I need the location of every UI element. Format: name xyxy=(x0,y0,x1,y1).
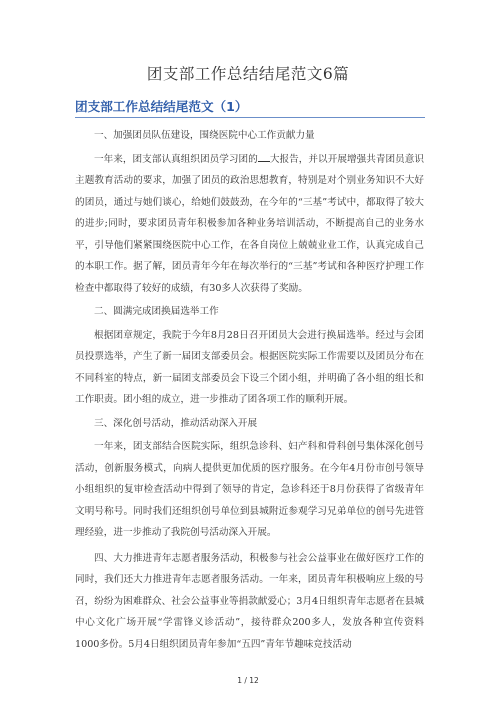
section-title: 团支部工作总结结尾范文（1） xyxy=(75,96,425,118)
heading-3: 三、深化创号活动，推动活动深入开展 xyxy=(94,417,258,429)
heading-2: 二、圆满完成团换届选举工作 xyxy=(94,306,219,317)
paragraph-2: 根据团章规定，我院于今年8月28日召开团员大会进行换届选举。经过与会团员投票选举，产生了新一届团支部委员会。根据医院实际工作需要以及团员分布在不同科室的特点，新一届团支部委员会下设三个团小组，并明确了各小组的组长和工作职责。团小组的成立，进一步推动了团各项工作的顺利开展。 xyxy=(75,329,424,405)
paragraph-4: 四、大力推进青年志愿者服务活动，积极参与社会公益事业在做好医疗工作的同时，我们还大力推进青年志愿者服务活动。一年来，团员青年积极响应上级的号召，纷纷为困难群众、社会公益事业等捐款献爱心；3月4日组织青年志愿者在县城中心文化广场开展“学雷锋义诊活动”，接待群众200多人，发放各种宣传资料1000多份。5月4日组织团员青年参加“五四”青年节趣味竞技活动 xyxy=(75,552,424,650)
heading-1: 一、加强团员队伍建设，围绕医院中心工作贡献力量 xyxy=(94,130,315,141)
paragraph-1-part-b: 大报告，并以开展增强共青团员意识主题教育活动的要求，加强了团员的政治思想教育，特别是对个别业务知识不大好的团员，通过与她们谈心，给她们鼓鼓劲，在今年的“三基”考试中，都取得了较大的进步;同时，要求团员青年积极参加各种业务培训活动，不断提高自己的业务水平，引导他们紧紧围绕医院中心工作，在各自岗位上兢兢业业工作，认真完成自己的本职工作。据了解，团员青年今年在每次举行的“三基”考试和各种医疗护理工作检查中都取得了较好的成绩，有30多人次获得了奖励。 xyxy=(75,153,425,294)
page-number: 1 / 12 xyxy=(237,676,259,685)
document-title: 团支部工作总结结尾范文6篇 xyxy=(146,65,350,83)
paragraph-3: 一年来，团支部结合医院实际，组织急诊科、妇产科和骨科创号集体深化创号活动，创新服务模式，向病人提供更加优质的医疗服务。在今年4月份市创号领导小组组织的复审检查活动中得到了领导的肯定，急诊科还于8月份获得了省级青年文明号称号。同时我们还组织创号单位到县城附近参观学习兄弟单位的创号先进管理经验，进一步推动了我院创号活动深入开展。 xyxy=(75,441,424,538)
blank-underline xyxy=(258,151,270,162)
document-body xyxy=(75,123,424,655)
paragraph-1 xyxy=(75,149,424,300)
paragraph-1-part-a: 一年来，团支部认真组织团员学习团的 xyxy=(94,153,258,165)
